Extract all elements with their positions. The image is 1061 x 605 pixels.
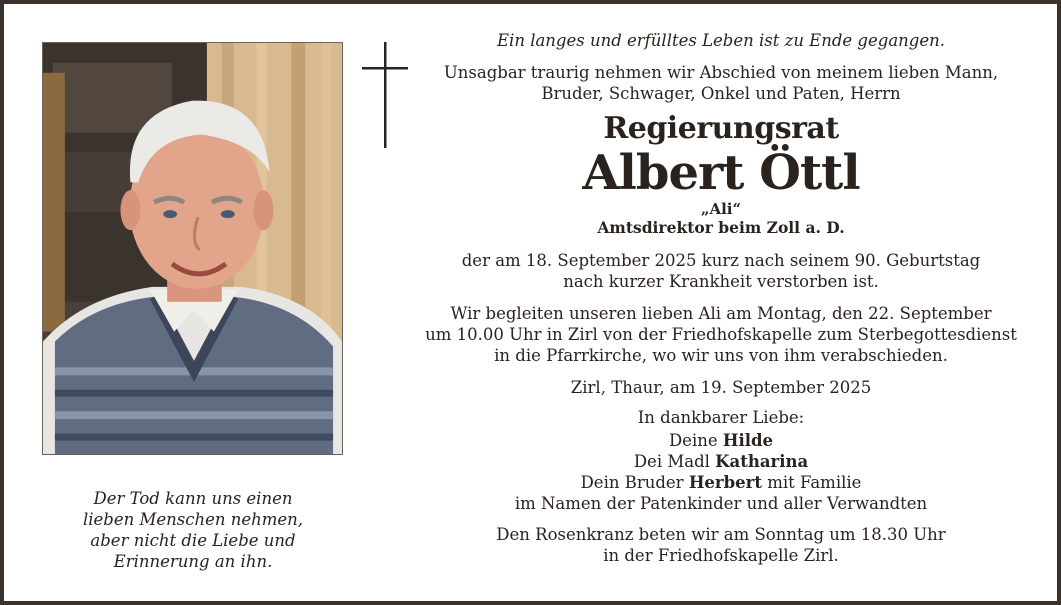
rosary-details	[412, 524, 1030, 566]
deceased-rank: Regierungsrat	[603, 111, 839, 146]
opening-line: Ein langes und erfülltes Leben ist zu Ende gegangen.	[497, 31, 945, 50]
death-line: der am 18. September 2025 kurz nach seinem 90. Geburtstag	[461, 251, 981, 270]
notice-text	[412, 30, 1030, 566]
mourners-list	[412, 430, 1030, 514]
rosary-line: in der Friedhofskapelle Zirl.	[603, 546, 839, 565]
quote-line: Der Tod kann uns einen	[93, 489, 293, 508]
death-line: nach kurzer Krankheit verstorben ist.	[563, 272, 879, 291]
funeral-line: Wir begleiten unseren lieben Ali am Montag, den 22. September	[450, 304, 992, 323]
quote-line: Erinnerung an ihn.	[113, 552, 273, 571]
funeral-line: um 10.00 Uhr in Zirl von der Friedhofskapelle zum Sterbegottesdienst	[425, 325, 1017, 344]
funeral-details	[412, 303, 1030, 366]
place-date: Zirl, Thaur, am 19. September 2025	[570, 378, 872, 397]
mourner-line: Deine Hilde	[668, 431, 774, 450]
portrait-photo	[42, 42, 343, 455]
mourner-line: Dei Madl Katharina	[633, 452, 809, 471]
mourner-line: im Namen der Patenkinder und aller Verwandten	[514, 494, 928, 513]
cross-icon	[362, 42, 410, 148]
gratitude-line: In dankbarer Liebe:	[637, 408, 805, 427]
quote-line: aber nicht die Liebe und	[90, 531, 296, 550]
quote-line: lieben Menschen nehmen,	[82, 510, 304, 529]
funeral-line: in die Pfarrkirche, wo wir uns von ihm verabschieden.	[494, 346, 948, 365]
deceased-position: Amtsdirektor beim Zoll a. D.	[597, 218, 845, 237]
memorial-quote	[44, 488, 342, 572]
intro-line: Unsagbar traurig nehmen wir Abschied von meinem lieben Mann,	[443, 63, 999, 82]
intro-line: Bruder, Schwager, Onkel und Paten, Herrn	[541, 84, 901, 103]
mourner-name: Herbert	[688, 473, 762, 492]
deceased-name: Albert Öttl	[582, 145, 860, 201]
portrait-illustration	[43, 43, 342, 454]
rosary-line: Den Rosenkranz beten wir am Sonntag um 18.30 Uhr	[496, 525, 946, 544]
deceased-nickname: „Ali“	[700, 200, 742, 218]
intro-text	[412, 62, 1030, 104]
mourner-name: Hilde	[722, 431, 774, 450]
death-details	[412, 250, 1030, 292]
mourner-name: Katharina	[715, 452, 809, 471]
mourner-line: Dein Bruder Herbert mit Familie	[580, 473, 862, 492]
